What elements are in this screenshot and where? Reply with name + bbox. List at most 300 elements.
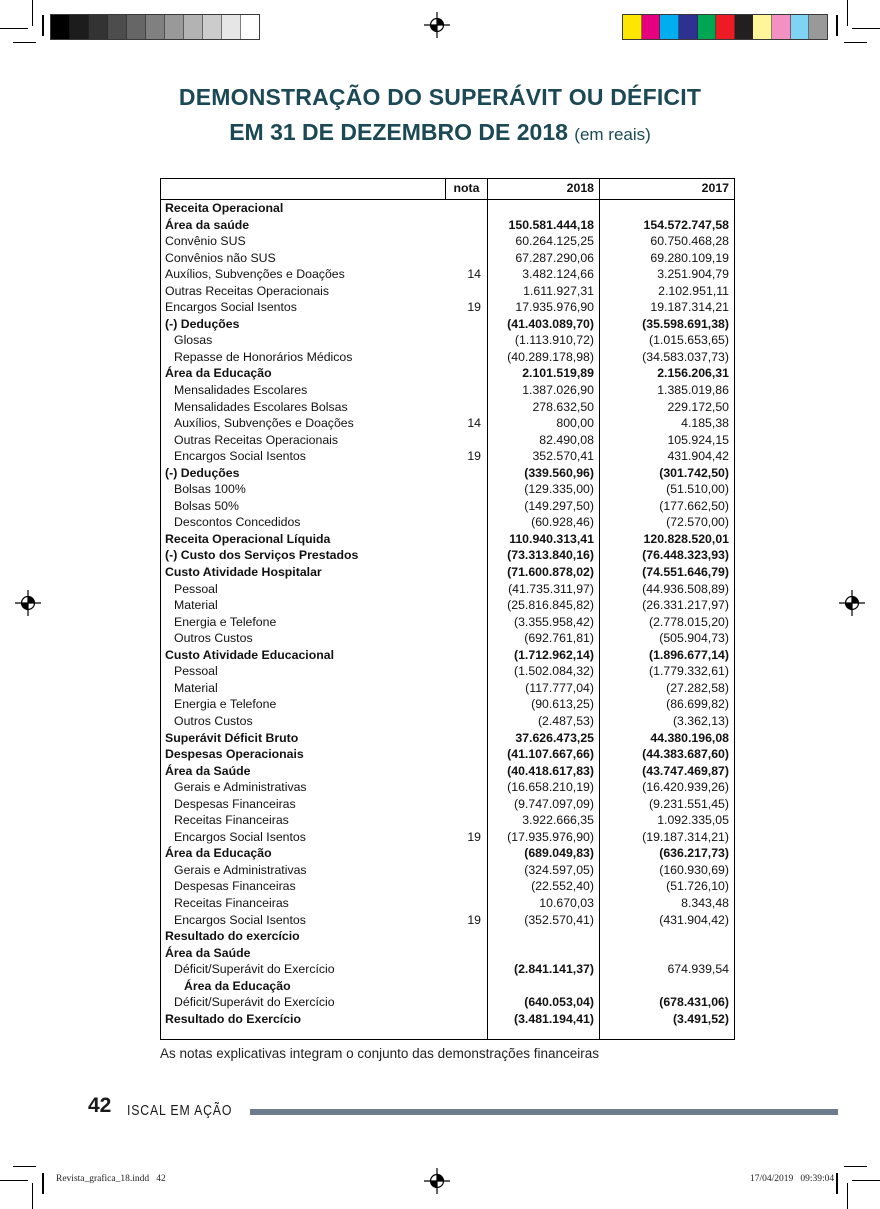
row-nota [445,812,487,829]
row-value-2018: (71.600.878,02) [487,564,599,581]
table-row [161,465,734,482]
table-row [161,498,734,515]
row-value-2018: 110.940.313,41 [487,531,599,548]
color-swatch [698,15,717,39]
row-value-2017: 105.924,15 [599,432,734,449]
row-nota [445,332,487,349]
row-value-2017: (72.570,00) [599,514,734,531]
table-row [161,928,734,945]
color-swatch [642,15,661,39]
color-swatch [51,15,70,39]
row-nota [445,680,487,697]
table-row [161,647,734,664]
row-nota [445,465,487,482]
row-value-2018: (9.747.097,09) [487,796,599,813]
row-label: Auxílios, Subvenções e Doações [174,416,354,431]
crop-mark [847,0,848,26]
table-row [161,945,734,962]
table-row [161,763,734,780]
row-label: Superávit Déficit Bruto [165,730,299,745]
row-value-2017: (86.699,82) [599,696,734,713]
row-value-2017: 44.380.196,08 [599,730,734,747]
row-label: Material [174,680,218,695]
row-value-2017: 674.939,54 [599,961,734,978]
row-value-2017: 120.828.520,01 [599,531,734,548]
table-row [161,746,734,763]
row-nota [445,399,487,416]
row-value-2017: (51.726,10) [599,878,734,895]
row-value-2018: (41.107.667,66) [487,746,599,763]
row-label: Despesas Financeiras [174,796,296,811]
row-value-2017: (43.747.469,87) [599,763,734,780]
row-value-2018: (1.712.962,14) [487,647,599,664]
row-label: Descontos Concedidos [174,515,301,530]
row-value-2017: 69.280.109,19 [599,250,734,267]
crop-mark [0,1180,28,1181]
row-value-2017: (51.510,00) [599,481,734,498]
row-value-2018: (22.552,40) [487,878,599,895]
row-label: Pessoal [174,664,218,679]
row-value-2017: (19.187.314,21) [599,829,734,846]
crop-mark [852,28,880,29]
row-label: Despesas Financeiras [174,879,296,894]
row-label: Outras Receitas Operacionais [174,432,339,447]
row-value-2018: (689.049,83) [487,845,599,862]
row-label: Área da Saúde [165,945,251,960]
row-value-2017: (44.936.508,89) [599,581,734,598]
row-nota [445,895,487,912]
row-value-2018: 60.264.125,25 [487,233,599,250]
row-value-2018: 10.670,03 [487,895,599,912]
row-nota [445,978,487,995]
row-label: (-) Deduções [165,316,240,331]
row-nota [445,945,487,962]
financial-statement-table [160,178,735,1040]
row-value-2017: 431.904,42 [599,448,734,465]
row-nota: 19 [467,449,481,464]
row-label: Resultado do exercício [165,929,300,944]
table-row [161,200,734,217]
row-value-2018: (17.935.976,90) [487,829,599,846]
row-label: Energia e Telefone [174,697,277,712]
row-nota [445,696,487,713]
row-value-2018: (25.816.845,82) [487,597,599,614]
row-nota [445,763,487,780]
row-value-2018: (3.481.194,41) [487,1011,599,1028]
crop-mark [836,1173,838,1194]
row-nota: 19 [467,912,481,927]
row-value-2018: (640.053,04) [487,994,599,1011]
row-value-2018: 800,00 [487,415,599,432]
row-value-2017: (9.231.551,45) [599,796,734,813]
row-label: Déficit/Superávit do Exercício [174,962,335,977]
table-body [161,200,734,1027]
row-value-2018: 2.101.519,89 [487,365,599,382]
row-value-2017: (26.331.217,97) [599,597,734,614]
row-value-2017: (1.015.653,65) [599,332,734,349]
row-nota [445,779,487,796]
row-label: Auxílios, Subvenções e Doações [165,267,345,282]
print-slug-datetime: 17/04/2019 09:39:04 [750,1174,835,1184]
crop-mark [836,15,838,36]
table-row [161,581,734,598]
row-nota [445,432,487,449]
table-header-row [161,179,734,200]
row-value-2017 [599,945,734,962]
row-label: Outras Receitas Operacionais [165,283,330,298]
row-value-2018: (2.487,53) [487,713,599,730]
row-label: Encargos Social Isentos [174,912,306,927]
table-row [161,283,734,300]
row-value-2018: 3.922.666,35 [487,812,599,829]
row-value-2017: (431.904,42) [599,912,734,929]
table-row [161,1011,734,1028]
row-nota [445,283,487,300]
row-label: Repasse de Honorários Médicos [174,349,353,364]
row-nota [445,647,487,664]
row-label: Déficit/Superávit do Exercício [174,995,335,1010]
row-nota [445,663,487,680]
row-label: (-) Custo dos Serviços Prestados [165,548,359,563]
row-nota: 19 [467,829,481,844]
row-label: Outros Custos [174,713,253,728]
row-nota [445,349,487,366]
row-value-2018: (117.777,04) [487,680,599,697]
row-nota [445,365,487,382]
row-value-2017 [599,928,734,945]
crop-mark [42,1173,44,1194]
color-swatch [241,15,259,39]
table-row [161,912,734,929]
row-label: Receita Operacional Líquida [165,531,331,546]
color-swatch [679,15,698,39]
row-value-2018: (40.418.617,83) [487,763,599,780]
row-nota: 14 [467,416,481,431]
row-label: Receitas Financeiras [174,895,289,910]
row-nota [445,581,487,598]
row-value-2018: 37.626.473,25 [487,730,599,747]
row-value-2017: (177.662,50) [599,498,734,515]
row-value-2017: (16.420.939,26) [599,779,734,796]
row-value-2018 [487,978,599,995]
color-swatch [735,15,754,39]
registration-mark-right [839,590,865,616]
table-row [161,514,734,531]
color-swatch [791,15,810,39]
crop-mark [13,1166,36,1167]
row-nota [445,1011,487,1028]
table-row [161,829,734,846]
header-label-cell [161,179,445,199]
row-value-2018: (3.355.958,42) [487,614,599,631]
color-swatch [772,15,791,39]
row-value-2018: (73.313.840,16) [487,547,599,564]
crop-mark [32,0,33,26]
title-date: EM 31 DE DEZEMBRO DE 2018 [229,119,568,145]
row-value-2018 [487,945,599,962]
row-value-2017: 3.251.904,79 [599,266,734,283]
row-value-2018: (40.289.178,98) [487,349,599,366]
row-nota [445,498,487,515]
title-unit: (em reais) [574,125,651,144]
table-row [161,250,734,267]
row-label: Bolsas 50% [174,498,239,513]
row-label: Outros Custos [174,631,253,646]
table-row [161,994,734,1011]
print-slug-filename: Revista_grafica_18.indd 42 [56,1174,166,1184]
title-line2 [0,119,880,146]
row-nota [445,878,487,895]
row-value-2017: (160.930,69) [599,862,734,879]
registration-mark-left [15,590,41,616]
row-label: Área da saúde [165,217,250,232]
row-value-2018: (41.735.311,97) [487,581,599,598]
table-row [161,217,734,234]
row-value-2017: (1.896.677,14) [599,647,734,664]
row-value-2017 [599,978,734,995]
crop-mark [847,1183,848,1209]
color-swatch [753,15,772,39]
row-value-2017: (76.448.323,93) [599,547,734,564]
row-value-2017: (35.598.691,38) [599,316,734,333]
row-label: Convênios não SUS [165,250,276,265]
row-value-2017: 2.156.206,31 [599,365,734,382]
row-label: Área da Educação [184,978,291,993]
row-label: Encargos Social Isentos [174,829,306,844]
row-value-2017 [599,200,734,217]
color-swatch [184,15,203,39]
table-row [161,531,734,548]
row-value-2017: (1.779.332,61) [599,663,734,680]
row-value-2018: 3.482.124,66 [487,266,599,283]
table-row [161,779,734,796]
table-row [161,630,734,647]
color-swatch [809,15,827,39]
color-swatch [203,15,222,39]
table-row [161,399,734,416]
grayscale-calibration-bar [50,14,260,40]
row-value-2017: (3.491,52) [599,1011,734,1028]
header-year-2017: 2017 [599,179,734,199]
row-value-2018: (1.113.910,72) [487,332,599,349]
row-value-2017: (301.742,50) [599,465,734,482]
row-label: Encargos Social Isentos [165,300,297,315]
crop-mark [0,28,28,29]
crop-mark [844,1166,867,1167]
row-value-2017: 19.187.314,21 [599,299,734,316]
row-nota [445,200,487,217]
color-swatch [70,15,89,39]
row-nota [445,961,487,978]
table-row [161,382,734,399]
table-row [161,663,734,680]
color-swatch [146,15,165,39]
row-value-2018: 150.581.444,18 [487,217,599,234]
row-value-2018: 17.935.976,90 [487,299,599,316]
row-nota [445,928,487,945]
row-label: Receita Operacional [165,201,284,215]
crop-mark [852,1180,880,1181]
row-value-2017: 4.185,38 [599,415,734,432]
registration-mark-top [424,12,450,38]
table-row [161,316,734,333]
row-label: Glosas [174,333,213,348]
row-value-2018: (16.658.210,19) [487,779,599,796]
document-title [0,84,880,146]
row-value-2018: 67.287.290,06 [487,250,599,267]
row-nota [445,845,487,862]
row-label: Área da Educação [165,846,272,861]
table-row [161,812,734,829]
color-swatch [623,15,642,39]
row-nota [445,514,487,531]
row-value-2017: 1.092.335,05 [599,812,734,829]
row-nota [445,994,487,1011]
row-nota [445,250,487,267]
crop-mark [32,1183,33,1209]
row-value-2018 [487,200,599,217]
row-label: Resultado do Exercício [165,1011,301,1026]
table-row [161,845,734,862]
explanatory-footnote: As notas explicativas integram o conjunto das demonstrações financeiras [160,1046,599,1061]
row-label: Encargos Social Isentos [174,449,306,464]
table-row [161,448,734,465]
row-value-2017: 229.172,50 [599,399,734,416]
row-value-2017: (636.217,73) [599,845,734,862]
row-nota [445,382,487,399]
row-label: (-) Deduções [165,465,240,480]
row-value-2017: 1.385.019,86 [599,382,734,399]
table-row [161,597,734,614]
magazine-logo: ISCAL EM AÇÃO [127,1102,233,1119]
row-value-2017: (44.383.687,60) [599,746,734,763]
table-row [161,680,734,697]
footer-rule-bar [250,1109,838,1115]
row-nota [445,746,487,763]
table-row [161,730,734,747]
table-row [161,614,734,631]
row-value-2017: (505.904,73) [599,630,734,647]
row-nota: 14 [467,267,481,282]
row-value-2017: (74.551.646,79) [599,564,734,581]
color-swatch [89,15,108,39]
table-row [161,266,734,283]
row-nota [445,481,487,498]
row-nota [445,547,487,564]
row-label: Pessoal [174,581,218,596]
row-label: Energia e Telefone [174,614,277,629]
row-value-2018: (129.335,00) [487,481,599,498]
row-label: Mensalidades Escolares [174,383,308,398]
crop-mark [13,42,36,43]
table-row [161,713,734,730]
color-swatch [108,15,127,39]
table-row [161,862,734,879]
table-row [161,415,734,432]
crop-mark [844,42,867,43]
row-value-2017: (678.431,06) [599,994,734,1011]
row-label: Gerais e Administrativas [174,862,307,877]
row-label: Receitas Financeiras [174,813,289,828]
row-value-2018: 1.387.026,90 [487,382,599,399]
table-row [161,796,734,813]
table-row [161,299,734,316]
row-label: Área da Saúde [165,763,251,778]
table-row [161,432,734,449]
row-nota [445,730,487,747]
row-value-2017: 2.102.951,11 [599,283,734,300]
row-value-2018: (1.502.084,32) [487,663,599,680]
row-value-2018: 278.632,50 [487,399,599,416]
row-nota [445,217,487,234]
row-value-2018: (90.613,25) [487,696,599,713]
row-label: Custo Atividade Hospitalar [165,565,322,580]
row-label: Bolsas 100% [174,482,246,497]
row-nota [445,233,487,250]
row-value-2017: 154.572.747,58 [599,217,734,234]
row-value-2018 [487,928,599,945]
row-nota [445,597,487,614]
table-row [161,961,734,978]
row-value-2018: (60.928,46) [487,514,599,531]
table-row [161,547,734,564]
table-row [161,481,734,498]
table-row [161,696,734,713]
row-label: Material [174,598,218,613]
row-value-2018: (149.297,50) [487,498,599,515]
table-filler-row [161,1027,734,1039]
row-label: Convênio SUS [165,234,246,249]
row-value-2018: (352.570,41) [487,912,599,929]
row-label: Custo Atividade Educacional [165,647,334,662]
color-swatch [716,15,735,39]
row-value-2017: (34.583.037,73) [599,349,734,366]
table-row [161,233,734,250]
crop-mark [42,15,44,36]
row-value-2018: (324.597,05) [487,862,599,879]
row-value-2018: 1.611.927,31 [487,283,599,300]
color-swatch [165,15,184,39]
row-nota [445,796,487,813]
table-row [161,349,734,366]
row-nota [445,630,487,647]
row-value-2018: (2.841.141,37) [487,961,599,978]
row-nota [445,614,487,631]
row-label: Despesas Operacionais [165,747,304,762]
row-label: Gerais e Administrativas [174,780,307,795]
registration-mark-bottom [424,1168,450,1194]
color-swatch [127,15,146,39]
row-value-2017: (3.362,13) [599,713,734,730]
color-swatch [222,15,241,39]
header-year-2018: 2018 [487,179,599,199]
row-value-2018: 352.570,41 [487,448,599,465]
table-row [161,978,734,995]
row-value-2018: (692.761,81) [487,630,599,647]
color-swatch [660,15,679,39]
row-value-2017: 60.750.468,28 [599,233,734,250]
table-row [161,332,734,349]
row-value-2018: 82.490,08 [487,432,599,449]
row-value-2017: 8.343,48 [599,895,734,912]
table-row [161,878,734,895]
row-nota [445,862,487,879]
row-label: Mensalidades Escolares Bolsas [174,399,348,414]
row-nota [445,713,487,730]
row-nota [445,316,487,333]
row-value-2018: (41.403.089,70) [487,316,599,333]
row-nota [445,531,487,548]
